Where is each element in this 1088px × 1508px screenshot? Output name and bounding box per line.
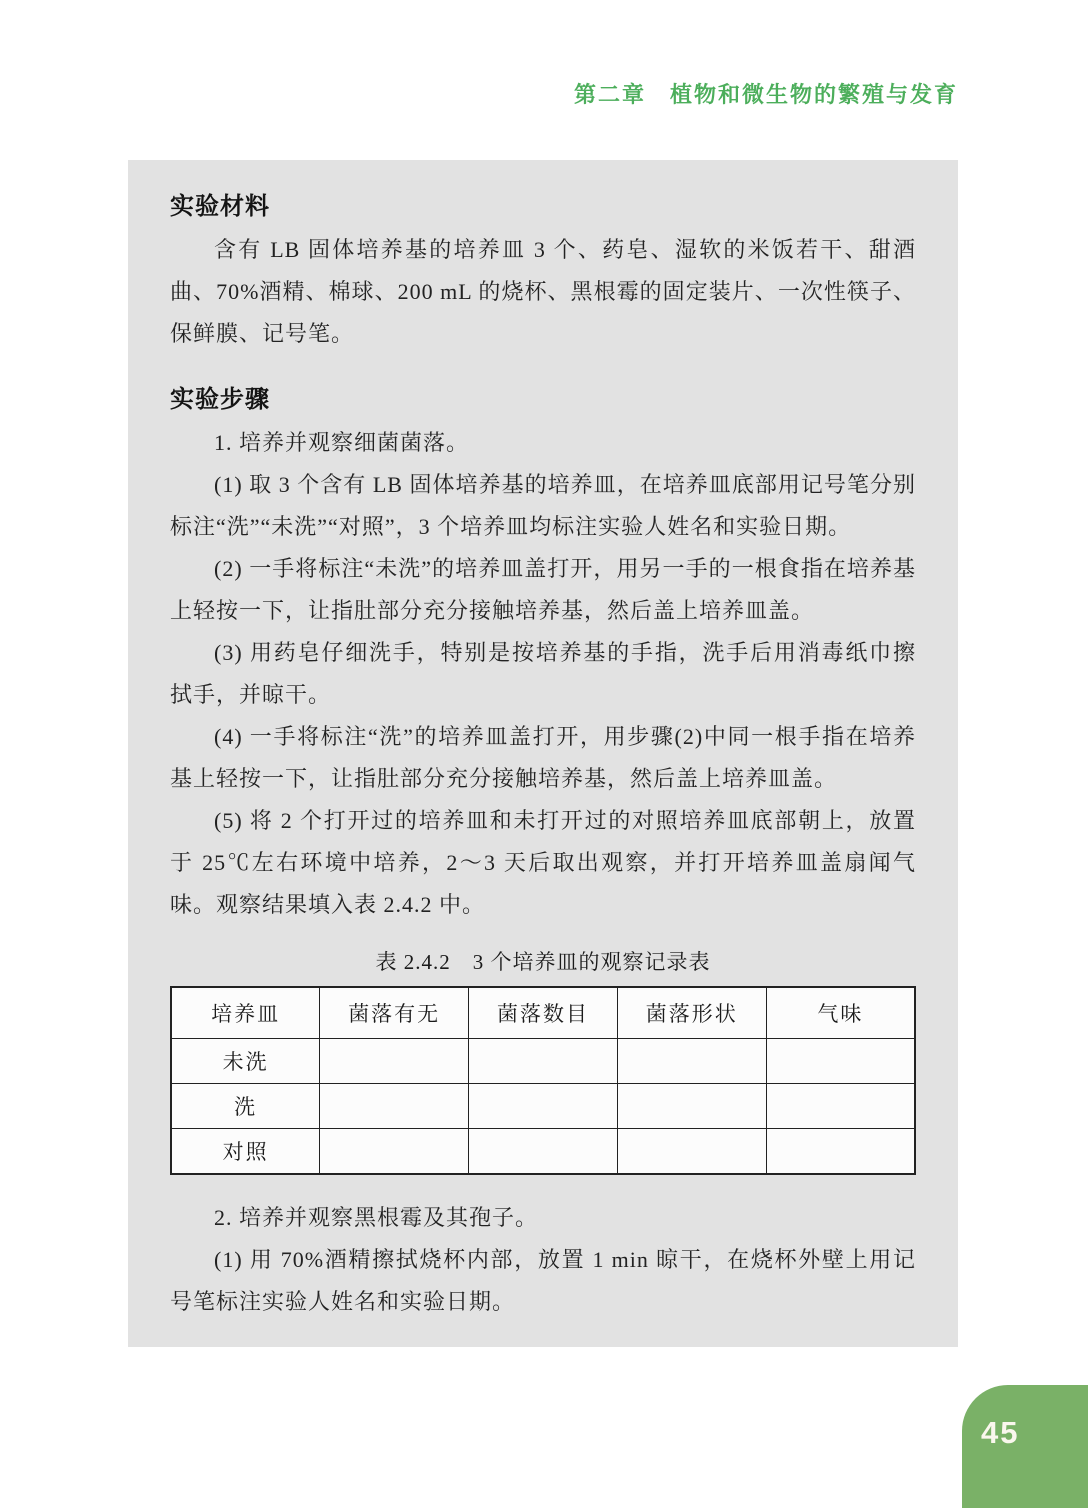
table-cell-empty (469, 1039, 618, 1084)
step-paragraph: (3) 用药皂仔细洗手，特别是按培养基的手指，洗手后用消毒纸巾擦拭手，并晾干。 (170, 640, 916, 707)
chapter-header-title: 第二章 植物和微生物的繁殖与发育 (573, 82, 958, 107)
table-header-cell: 菌落形状 (617, 987, 766, 1039)
row-label-cell: 对照 (171, 1129, 320, 1175)
table-header-row (171, 987, 915, 1039)
table-header-cell: 菌落数目 (469, 987, 618, 1039)
table-row (171, 1039, 915, 1084)
step-paragraph: (4) 一手将标注“洗”的培养皿盖打开，用步骤(2)中同一根手指在培养基上轻按一下，让指肚部分充分接触培养基，然后盖上培养皿盖。 (170, 724, 916, 791)
steps-section-heading: 实验步骤 (170, 386, 270, 413)
page-number-badge (962, 1385, 1088, 1508)
step-paragraph: (5) 将 2 个打开过的培养皿和未打开过的对照培养皿底部朝上，放置于 25℃左右环境中培养，2～3 天后取出观察，并打开培养皿盖扇闻气味。观察结果填入表 2.4.2 中。 (170, 808, 916, 917)
table-cell-empty (469, 1129, 618, 1175)
step-paragraph: 1. 培养并观察细菌菌落。 (214, 430, 470, 455)
materials-paragraph: 含有 LB 固体培养基的培养皿 3 个、药皂、湿软的米饭若干、甜酒曲、70%酒精、棉球、200 mL 的烧杯、黑根霉的固定装片、一次性筷子、保鲜膜、记号笔。 (170, 237, 916, 346)
table-header-cell: 培养皿 (171, 987, 320, 1039)
table-cell-empty (766, 1039, 915, 1084)
table-cell-empty (617, 1039, 766, 1084)
table-cell-empty (766, 1084, 915, 1129)
table-cell-empty (320, 1084, 469, 1129)
table-header-cell: 气味 (766, 987, 915, 1039)
table-header-cell: 菌落有无 (320, 987, 469, 1039)
table-cell-empty (320, 1129, 469, 1175)
page-number: 45 (981, 1415, 1020, 1450)
table-cell-empty (766, 1129, 915, 1175)
step-paragraph: (2) 一手将标注“未洗”的培养皿盖打开，用另一手的一根食指在培养基上轻按一下，让指肚部分充分接触培养基，然后盖上培养皿盖。 (170, 556, 916, 623)
table-cell-empty (469, 1084, 618, 1129)
row-label-cell: 未洗 (171, 1039, 320, 1084)
row-label-cell: 洗 (171, 1084, 320, 1129)
materials-section-heading: 实验材料 (170, 193, 270, 220)
table-row (171, 1129, 915, 1175)
experiment-content-panel (128, 160, 958, 1347)
observation-table (170, 986, 916, 1175)
table-cell-empty (320, 1039, 469, 1084)
table-title: 表 2.4.2 3 个培养皿的观察记录表 (375, 950, 711, 974)
step-paragraph: (1) 取 3 个含有 LB 固体培养基的培养皿，在培养皿底部用记号笔分别标注“洗”“未洗”“对照”，3 个培养皿均标注实验人姓名和实验日期。 (170, 472, 916, 539)
step-paragraph: (1) 用 70%酒精擦拭烧杯内部，放置 1 min 晾干，在烧杯外壁上用记号笔标注实验人姓名和实验日期。 (170, 1247, 916, 1314)
table-cell-empty (617, 1129, 766, 1175)
table-cell-empty (617, 1084, 766, 1129)
step-paragraph: 2. 培养并观察黑根霉及其孢子。 (214, 1205, 539, 1230)
table-row (171, 1084, 915, 1129)
